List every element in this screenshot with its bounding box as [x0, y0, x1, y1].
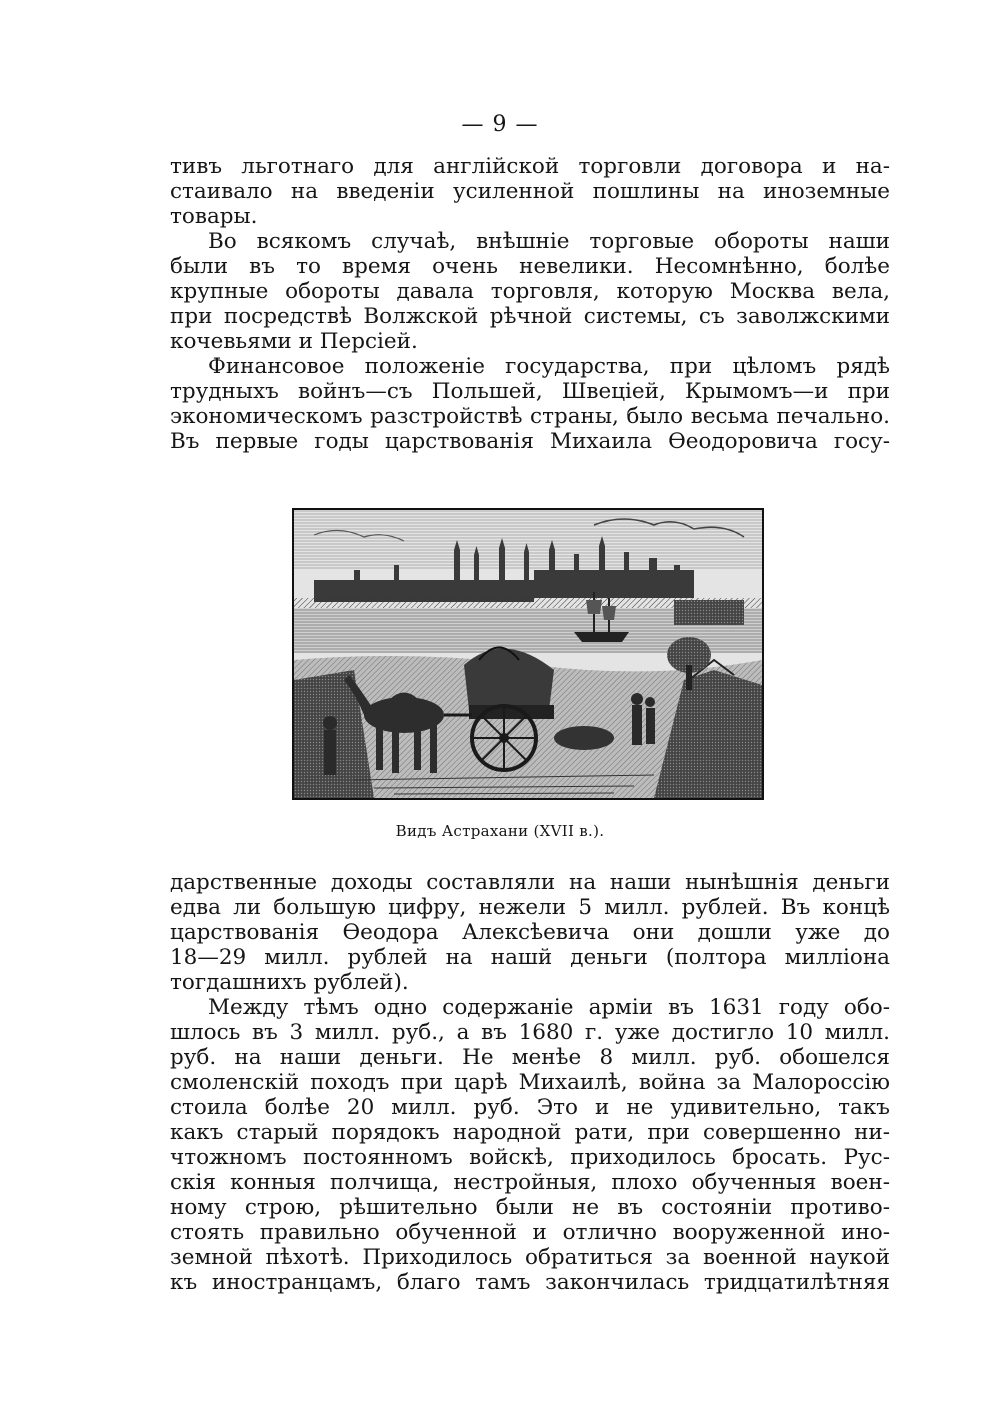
text-line: дарственные доходы составляли на наши нынѣшнія деньги: [170, 870, 890, 895]
text-line: Во всякомъ случаѣ, внѣшніе торговые обороты наши: [208, 229, 890, 254]
text-line: стоять правильно обученной и отлично вооруженной ино-: [170, 1220, 890, 1245]
text-line: ному строю, рѣшительно были не въ состояніи противо-: [170, 1195, 890, 1220]
text-line: товары.: [170, 204, 258, 229]
top-paragraphs: [170, 154, 890, 454]
text-line: земной пѣхотѣ. Приходилось обратиться за военной наукой: [170, 1245, 890, 1270]
text-line: какъ старый порядокъ народной рати, при совершенно ни-: [170, 1120, 890, 1145]
text-line: тогдашнихъ рублей).: [170, 970, 409, 995]
text-line: при посредствѣ Волжской рѣчной системы, съ заволжскими: [170, 304, 890, 329]
text-line: экономическомъ разстройствѣ страны, было весьма печально.: [170, 404, 890, 429]
text-line: скія конныя полчища, нестройныя, плохо обученныя воен-: [170, 1170, 890, 1195]
text-line: руб. на наши деньги. Не менѣе 8 милл. руб. обошелся: [170, 1045, 890, 1070]
text-line: смоленскій походъ при царѣ Михаилѣ, война за Малороссію: [170, 1070, 890, 1095]
astrakhan-engraving: [292, 508, 764, 800]
text-line: Финансовое положеніе государства, при цѣломъ рядѣ: [208, 354, 890, 379]
text-line: 18—29 милл. рублей на нашй деньги (полтора милліона: [170, 945, 890, 970]
text-line: Въ первые годы царствованія Михаила Ѳеодоровича госу-: [170, 429, 890, 454]
text-line: стаивало на введеніи усиленной пошлины на иноземные: [170, 179, 890, 204]
engraving-illustration: [294, 510, 762, 798]
text-line: чтожномъ постоянномъ войскѣ, приходилось бросать. Рус-: [170, 1145, 890, 1170]
page-number: — 9 —: [461, 112, 539, 137]
text-line: Между тѣмъ одно содержаніе арміи въ 1631 году обо-: [208, 995, 890, 1020]
text-line: тивъ льготнаго для англійской торговли договора и на-: [170, 154, 890, 179]
text-line: къ иностранцамъ, благо тамъ закончилась тридцатилѣтняя: [170, 1270, 890, 1295]
figure-caption: Видъ Астрахани (XVII в.).: [395, 822, 605, 840]
text-line: стоила болѣе 20 милл. руб. Это и не удивительно, такъ: [170, 1095, 890, 1120]
text-line: трудныхъ войнъ—съ Польшей, Швеціей, Крымомъ—и при: [170, 379, 890, 404]
text-line: царствованія Ѳеодора Алексѣевича они дошли уже до: [170, 920, 890, 945]
text-line: были въ то время очень невелики. Несомнѣнно, болѣе: [170, 254, 890, 279]
bottom-paragraphs: [170, 870, 890, 1295]
text-line: кочевьями и Персіей.: [170, 329, 418, 354]
text-line: едва ли большую цифру, нежели 5 милл. рублей. Въ концѣ: [170, 895, 890, 920]
text-line: крупные обороты давала торговля, которую Москва вела,: [170, 279, 890, 304]
text-line: шлось въ 3 милл. руб., а въ 1680 г. уже достигло 10 милл.: [170, 1020, 890, 1045]
